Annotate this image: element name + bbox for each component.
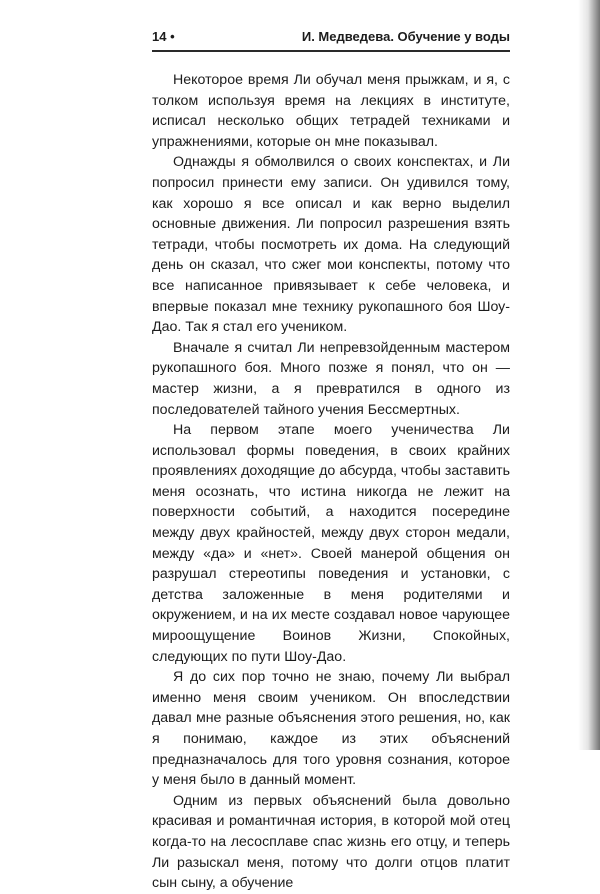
- header-rule: [152, 50, 510, 52]
- body-text: [152, 70, 510, 894]
- paragraph: Я до сих пор точно не знаю, почему Ли выбрал именно меня своим учеником. Он впоследствии давал мне разные объяснения этого решения, но, как я понимаю, каждое из этих объяснений предназначалось для того уровня сознания, которое у меня было в данный момент.: [152, 669, 510, 789]
- page-edge-shadow: [578, 0, 600, 750]
- page-number: 14 •: [152, 29, 175, 44]
- paragraph: Некоторое время Ли обучал меня прыжкам, и я, с толком используя время на лекциях в институте, исписал несколько общих тетрадей техниками и упражнениями, которые он мне показывал.: [152, 72, 510, 150]
- paragraph: Одним из первых объяснений была довольно красивая и романтичная история, в которой мой отец когда-то на лесосплаве спас жизнь его отцу, и теперь Ли разыскал меня, потому что долги отцов платит сын сыну, а обучение: [152, 792, 510, 892]
- paragraph: Вначале я считал Ли непревзойденным мастером рукопашного боя. Много позже я понял, что он — мастер жизни, а я превратился в одного из последователей тайного учения Бессмертных.: [152, 339, 510, 418]
- paragraph: На первом этапе моего ученичества Ли использовал формы поведения, в своих крайних проявлениях доходящие до абсурда, чтобы заставить меня осознать, что истина никогда не лежит на поверхности событий, а находится посередине между двух крайностей, между двух сторон медали, между «да» и «нет». Своей манерой общения он разрушал стереотипы поведения и установки, с детства заложенные в меня родителями и окружением, и на их месте создавал новое чарующее мироощущение Воинов Жизни, Спокойных, следующих по пути Шоу-Дао.: [152, 422, 510, 665]
- running-head: И. Медведева. Обучение у воды: [301, 29, 510, 44]
- paragraph: Однажды я обмолвился о своих конспектах, и Ли попросил принести ему записи. Он удивился тому, как хорошо я все описал и как верно выделил основные движения. Ли попросил разрешения взять тетради, чтобы посмотреть их дома. На следующий день он сказал, что сжег мои конспекты, потому что все написанное привязывает к себе человека, и впервые показал мне технику рукопашного боя Шоу-Дао. Так я стал его учеником.: [152, 154, 510, 336]
- page-header: [152, 28, 510, 48]
